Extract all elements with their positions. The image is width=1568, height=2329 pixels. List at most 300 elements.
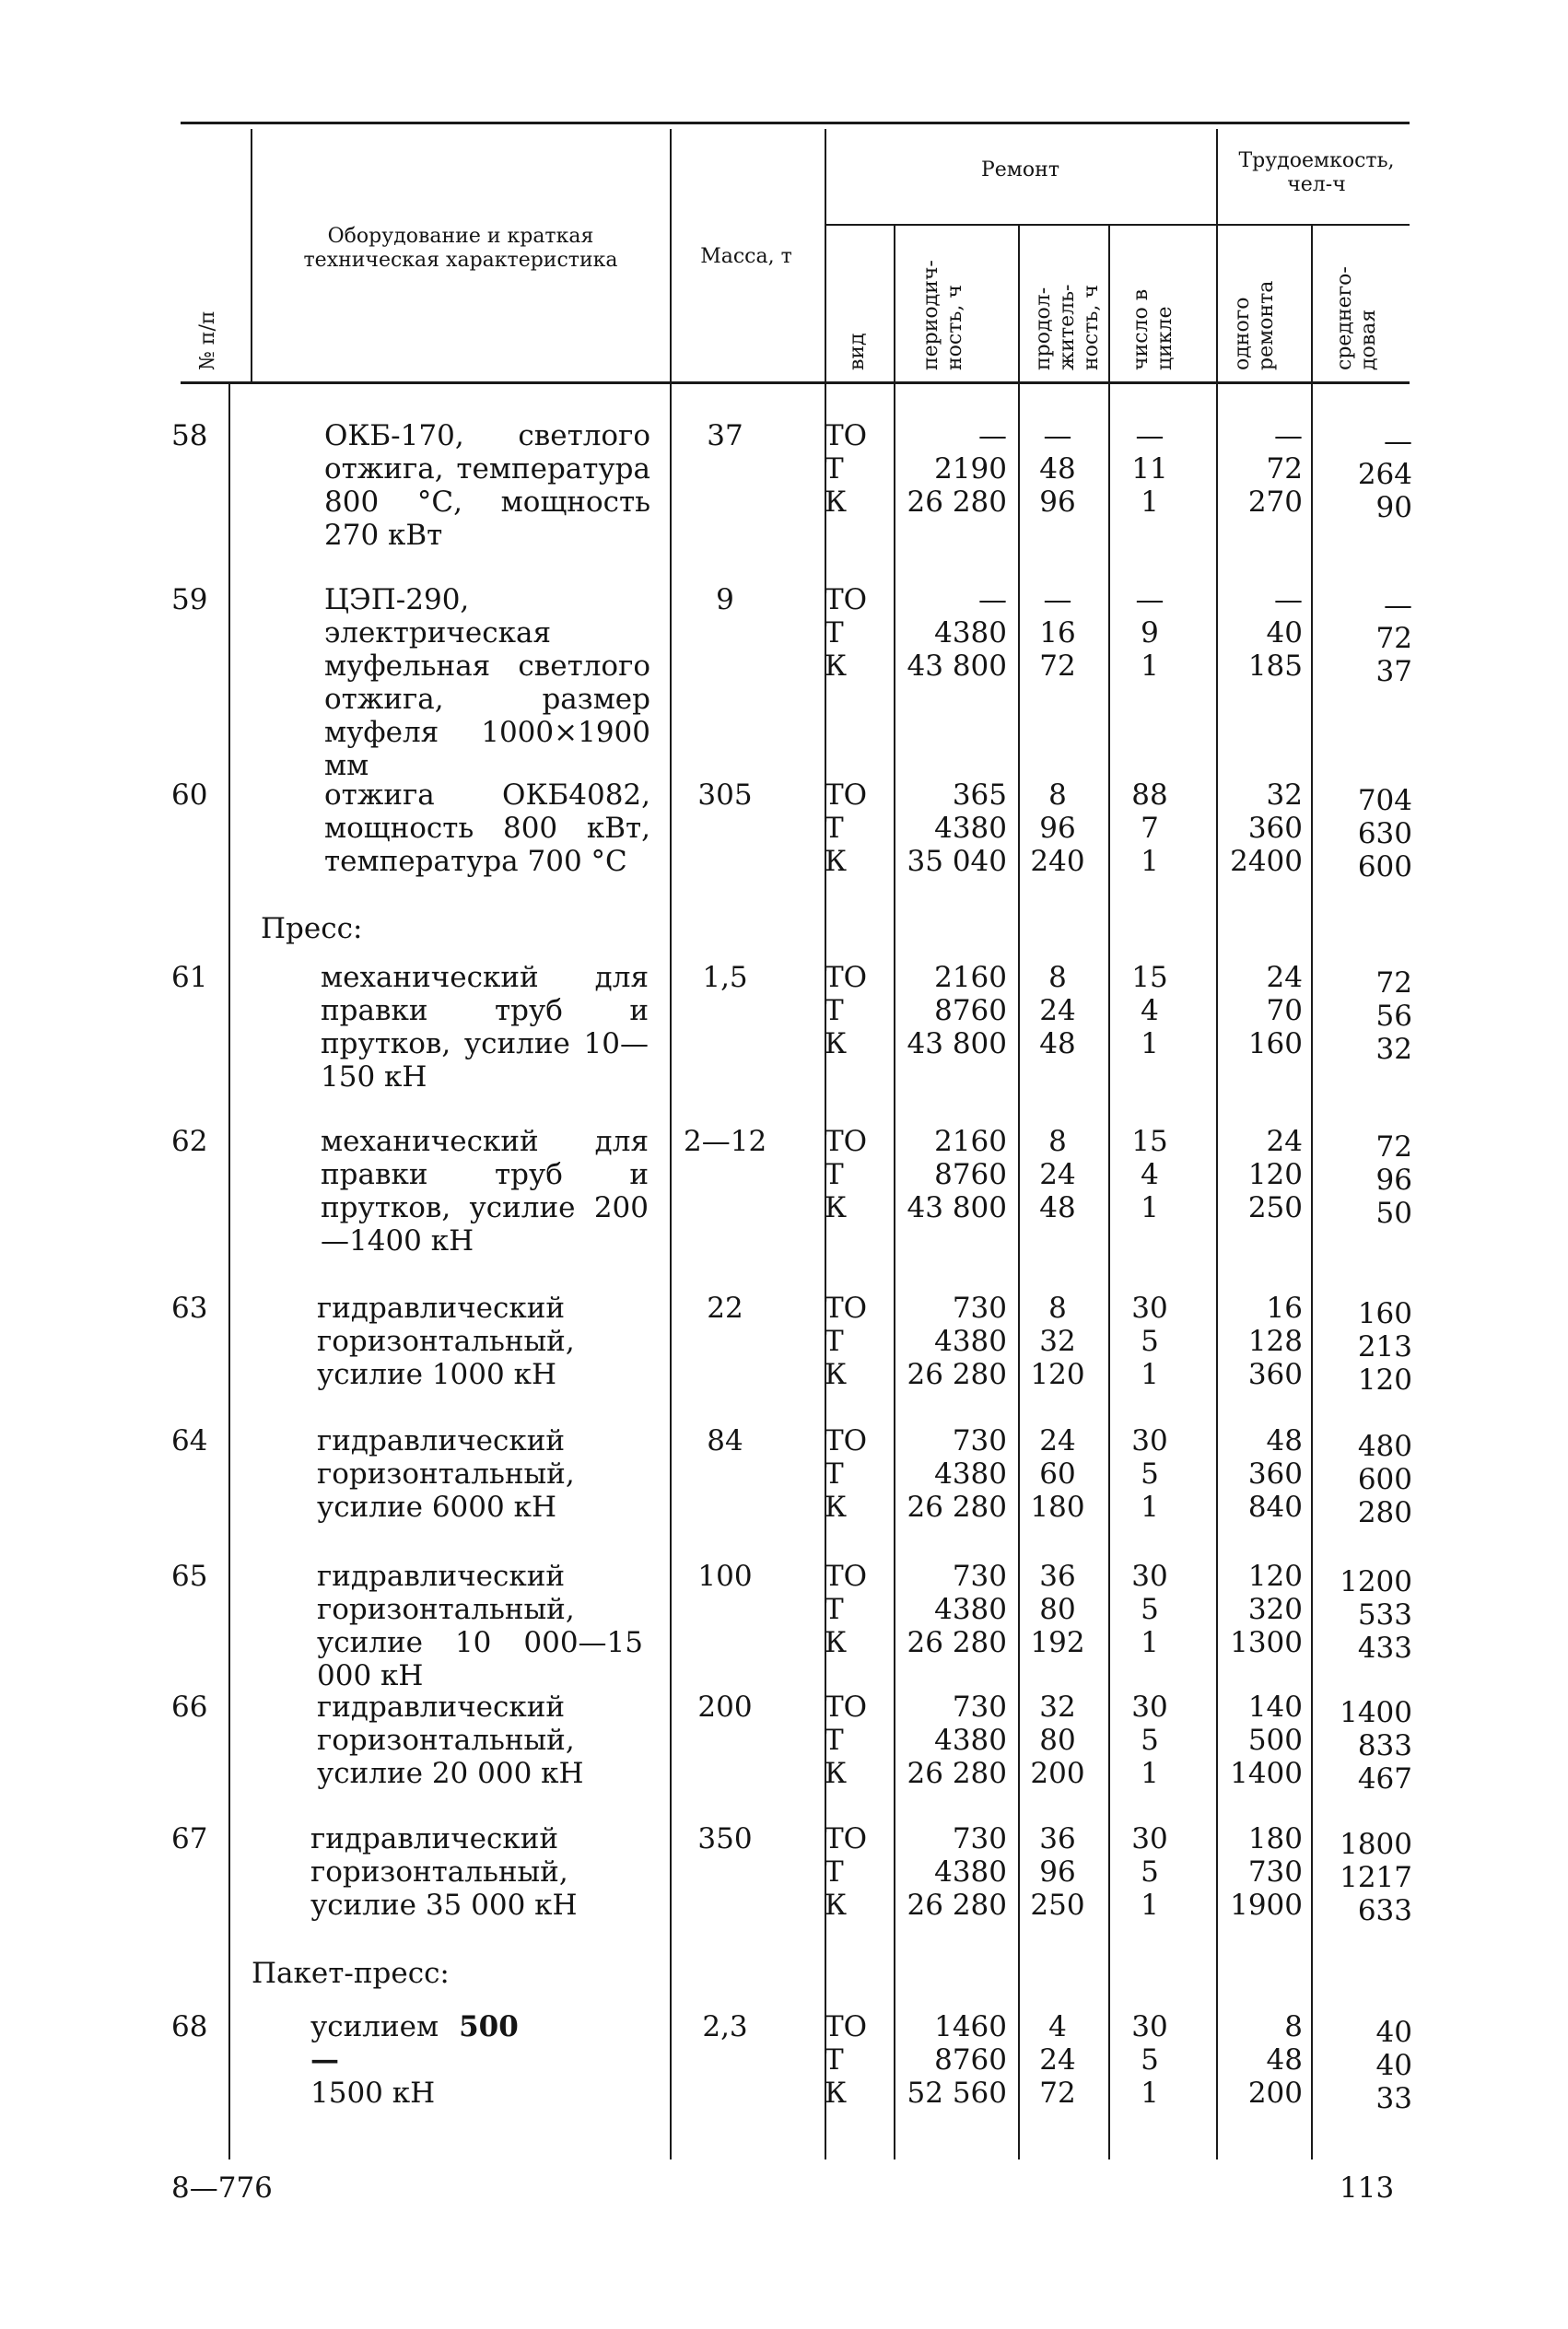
header-one-repair: одного ремонта (1231, 280, 1278, 370)
row-labor-one-value: 24 (1266, 1125, 1303, 1158)
row-number: 64 (171, 1424, 208, 1457)
row-labor-one-value: 160 (1247, 1027, 1303, 1060)
row-duration-value: 96 (1039, 486, 1076, 519)
row-period-value: 730 (952, 1292, 1007, 1325)
row-period-value: 1460 (934, 2010, 1007, 2043)
row-labor-one-value: 360 (1247, 812, 1303, 845)
row-duration-value: 192 (1030, 1626, 1085, 1659)
row-repair-type-value: К (825, 1358, 847, 1391)
row-period (889, 1822, 1007, 1922)
row-repair-type-value: К (825, 486, 847, 519)
row-labor-one-value: 140 (1247, 1691, 1303, 1724)
row-duration-value: 32 (1039, 1325, 1076, 1358)
row-mass: 1,5 (702, 961, 748, 994)
row-labor-avg-value: 704 (1357, 784, 1412, 817)
row-duration-value: 96 (1039, 812, 1076, 845)
header-labor: Трудоемкость, чел-ч (1238, 149, 1395, 196)
row-period-value: 365 (952, 778, 1007, 812)
row-labor-one-value: 320 (1247, 1593, 1303, 1626)
row-period-value: 730 (952, 1560, 1007, 1593)
col-divider-5 (1018, 224, 1020, 2159)
row-count-value: 30 (1131, 1822, 1168, 1855)
row-duration-value: 180 (1030, 1491, 1085, 1524)
row-labor-one-value: 70 (1266, 994, 1303, 1027)
row-labor-avg-value: 37 (1375, 655, 1412, 688)
row-repair-type-value: ТО (825, 2010, 868, 2043)
row-labor-avg-value: 33 (1375, 2082, 1412, 2115)
row-period (889, 419, 1007, 519)
row-repair-type-value: ТО (825, 1822, 868, 1855)
row-period (889, 1691, 1007, 1790)
row-labor-avg-value: 467 (1357, 1762, 1412, 1796)
row-period-value: — (978, 583, 1007, 616)
table-top-rule (181, 122, 1410, 124)
row-duration-value: 24 (1039, 1424, 1076, 1457)
row-description: механический для правки труб и прутков, усилие 200—1400 кН (321, 1125, 649, 1258)
row-count-value: 15 (1131, 961, 1168, 994)
row-count (1113, 583, 1187, 683)
row-count-value: 1 (1141, 1491, 1159, 1524)
row-description: ОКБ-170, светлого отжига, температура 800 °С, мощность 270 кВт (324, 419, 650, 552)
row-count-value: 1 (1141, 1358, 1159, 1391)
row-labor-avg-value: — (1384, 589, 1412, 622)
row-period-value: 26 280 (907, 1889, 1007, 1922)
row-mass: 350 (697, 1822, 753, 1855)
row-duration-value: 240 (1030, 845, 1085, 878)
row-count (1113, 1424, 1187, 1524)
row-repair-type-value: К (825, 1027, 847, 1060)
row-period-value: 730 (952, 1424, 1007, 1457)
row-count-value: 1 (1141, 2077, 1159, 2110)
row-labor-avg-value: 56 (1375, 1000, 1412, 1033)
row-description: гидравлический горизонтальный, усилие 10 000—15 000 кН (317, 1560, 643, 1692)
row-labor-avg-value: 280 (1357, 1496, 1412, 1529)
row-duration (1021, 1125, 1094, 1224)
row-period-value: 4380 (934, 616, 1007, 650)
row-labor-one-value: 180 (1247, 1822, 1303, 1855)
row-repair-type-value: К (825, 1757, 847, 1790)
row-duration-value: 250 (1030, 1889, 1085, 1922)
row-number: 63 (171, 1292, 208, 1325)
row-labor-one-value: 40 (1266, 616, 1303, 650)
row-description: отжига ОКБ4082, мощность 800 кВт, температура 700 °С (324, 778, 650, 878)
row-number: 60 (171, 778, 208, 812)
row-repair-type-value: К (825, 650, 847, 683)
row-period-value: 8760 (934, 2043, 1007, 2077)
row-labor-avg-value: 96 (1375, 1164, 1412, 1197)
row-mass: 37 (707, 419, 743, 452)
row-labor-avg-value: 40 (1375, 2049, 1412, 2082)
row-labor-avg-value: 433 (1357, 1632, 1412, 1665)
row-period-value: 2160 (934, 961, 1007, 994)
row-repair-type (825, 778, 867, 878)
row-count-value: 1 (1141, 1191, 1159, 1224)
row-labor-one-value: 32 (1266, 778, 1303, 812)
row-mass: 9 (716, 583, 734, 616)
row-labor-avg-value: 1200 (1340, 1565, 1412, 1598)
row-labor-avg (1327, 966, 1412, 1066)
row-labor-avg-value: 264 (1357, 458, 1412, 491)
row-labor-avg-value: 160 (1357, 1297, 1412, 1330)
row-duration-value: 36 (1039, 1560, 1076, 1593)
row-duration-value: 72 (1039, 650, 1076, 683)
row-repair-type-value: Т (825, 1855, 844, 1889)
row-labor-avg (1327, 589, 1412, 688)
row-labor-one (1209, 1125, 1303, 1224)
group-label-packet-press: Пакет-пресс: (252, 1957, 450, 1990)
row-description: механический для правки труб и прутков, усилие 10—150 кН (321, 961, 649, 1094)
row-description-part: усилием (310, 2010, 439, 2043)
row-labor-avg (1327, 1565, 1412, 1665)
row-duration (1021, 1822, 1094, 1922)
row-duration (1021, 1292, 1094, 1391)
row-repair-type-value: К (825, 2077, 847, 2110)
row-labor-avg-value: 480 (1357, 1430, 1412, 1463)
col-divider-8 (1311, 224, 1313, 2159)
row-duration-value: 60 (1039, 1457, 1076, 1491)
row-period (889, 961, 1007, 1060)
row-labor-avg-value: 40 (1375, 2016, 1412, 2049)
row-labor-one (1209, 583, 1303, 683)
row-count-value: 1 (1141, 650, 1159, 683)
row-number: 61 (171, 961, 208, 994)
header-no: № п/п (196, 310, 219, 370)
row-labor-one-value: 16 (1266, 1292, 1303, 1325)
row-labor-one-value: 48 (1266, 2043, 1303, 2077)
col-divider-1b (228, 381, 230, 2159)
row-count-value: 5 (1141, 1593, 1159, 1626)
row-description: гидравлический горизонтальный, усилие 20 000 кН (317, 1691, 584, 1790)
row-duration-value: 200 (1030, 1757, 1085, 1790)
row-labor-one-value: 360 (1247, 1358, 1303, 1391)
row-labor-avg-value: 630 (1357, 817, 1412, 850)
row-period-value: 4380 (934, 1593, 1007, 1626)
row-duration-value: 36 (1039, 1822, 1076, 1855)
row-duration-value: 8 (1048, 961, 1067, 994)
row-repair-type-value: ТО (825, 1560, 868, 1593)
row-period-value: 43 800 (907, 650, 1007, 683)
row-labor-avg-value: 1800 (1340, 1828, 1412, 1861)
row-count (1113, 1292, 1187, 1391)
row-mass: 100 (697, 1560, 753, 1593)
row-count (1113, 778, 1187, 878)
row-labor-avg (1327, 1828, 1412, 1927)
row-duration (1021, 961, 1094, 1060)
row-labor-one-value: 1900 (1230, 1889, 1303, 1922)
row-labor-one-value: 72 (1266, 452, 1303, 486)
row-repair-type-value: К (825, 1191, 847, 1224)
row-period-value: 2160 (934, 1125, 1007, 1158)
row-duration (1021, 1424, 1094, 1524)
row-number: 65 (171, 1560, 208, 1593)
row-labor-avg (1327, 1297, 1412, 1397)
row-period-value: 2190 (934, 452, 1007, 486)
row-repair-type (825, 1292, 867, 1391)
row-duration-value: 48 (1039, 452, 1076, 486)
row-labor-avg-value: 533 (1357, 1598, 1412, 1632)
row-labor-avg-value: 72 (1375, 622, 1412, 655)
row-count (1113, 419, 1187, 519)
row-labor-avg-value: 213 (1357, 1330, 1412, 1363)
row-labor-one-value: 730 (1247, 1855, 1303, 1889)
row-labor-avg (1327, 425, 1412, 524)
row-duration-value: 80 (1039, 1593, 1076, 1626)
row-repair-type-value: Т (825, 1325, 844, 1358)
row-count-value: 88 (1131, 778, 1168, 812)
row-number: 59 (171, 583, 208, 616)
row-labor-one-value: 1400 (1230, 1757, 1303, 1790)
row-number: 68 (171, 2010, 208, 2043)
row-count-value: 1 (1141, 1626, 1159, 1659)
row-repair-type-value: ТО (825, 1125, 868, 1158)
header-mass: Масса, т (700, 245, 792, 268)
row-duration-value: 8 (1048, 778, 1067, 812)
row-repair-type-value: К (825, 845, 847, 878)
row-count-value: — (1135, 583, 1164, 616)
row-period-value: 26 280 (907, 1491, 1007, 1524)
row-count-value: 1 (1141, 1757, 1159, 1790)
row-duration-value: 72 (1039, 2077, 1076, 2110)
col-divider-1 (251, 129, 252, 381)
row-period (889, 583, 1007, 683)
row-labor-one-value: 270 (1247, 486, 1303, 519)
row-period-value: 43 800 (907, 1027, 1007, 1060)
row-labor-avg-value: 1217 (1340, 1861, 1412, 1894)
row-repair-type-value: ТО (825, 1292, 868, 1325)
col-divider-6 (1108, 224, 1110, 2159)
row-labor-avg-value: — (1384, 425, 1412, 458)
row-duration-value: 24 (1039, 2043, 1076, 2077)
row-labor-one-value: 185 (1247, 650, 1303, 683)
row-repair-type-value: К (825, 1626, 847, 1659)
row-labor-avg-value: 600 (1357, 1463, 1412, 1496)
row-labor-one (1209, 419, 1303, 519)
row-mass: 305 (697, 778, 753, 812)
row-period-value: 26 280 (907, 1626, 1007, 1659)
row-period-value: — (978, 419, 1007, 452)
row-labor-one-value: 500 (1247, 1724, 1303, 1757)
row-period-value: 4380 (934, 1325, 1007, 1358)
row-labor-one (1209, 1691, 1303, 1790)
row-labor-avg-value: 833 (1357, 1729, 1412, 1762)
row-labor-one (1209, 1560, 1303, 1659)
row-period-value: 8760 (934, 994, 1007, 1027)
row-labor-avg-value: 72 (1375, 1130, 1412, 1164)
row-duration-value: 96 (1039, 1855, 1076, 1889)
row-mass: 22 (707, 1292, 743, 1325)
row-labor-one-value: 250 (1247, 1191, 1303, 1224)
row-repair-type-value: ТО (825, 778, 868, 812)
row-repair-type (825, 961, 867, 1060)
row-period-value: 4380 (934, 812, 1007, 845)
row-count-value: 11 (1131, 452, 1168, 486)
row-labor-one-value: — (1274, 583, 1303, 616)
row-duration-value: 16 (1039, 616, 1076, 650)
row-repair-type-value: Т (825, 994, 844, 1027)
row-repair-type (825, 583, 867, 683)
row-labor-avg-value: 633 (1357, 1894, 1412, 1927)
row-count-value: 1 (1141, 845, 1159, 878)
row-duration-value: 48 (1039, 1191, 1076, 1224)
row-description: гидравлический горизонтальный, усилие 1000 кН (317, 1292, 575, 1391)
row-labor-one-value: — (1274, 419, 1303, 452)
row-duration-value: 32 (1039, 1691, 1076, 1724)
row-duration-value: — (1043, 419, 1072, 452)
row-labor-avg-value: 32 (1375, 1033, 1412, 1066)
row-mass: 84 (707, 1424, 743, 1457)
row-period-value: 8760 (934, 1158, 1007, 1191)
row-duration-value: 80 (1039, 1724, 1076, 1757)
header-count: число в цикле (1129, 288, 1176, 370)
row-labor-one-value: 120 (1247, 1158, 1303, 1191)
row-description: ЦЭП-290, электрическая муфельная светлого отжига, размер муфеля 1000×1900 мм (324, 583, 650, 782)
row-duration-value: 8 (1048, 1292, 1067, 1325)
row-count-value: 5 (1141, 1724, 1159, 1757)
row-labor-one (1209, 2010, 1303, 2110)
row-count-value: — (1135, 419, 1164, 452)
row-number: 58 (171, 419, 208, 452)
row-labor-avg (1327, 2016, 1412, 2115)
row-labor-avg-value: 600 (1357, 850, 1412, 884)
row-count (1113, 1822, 1187, 1922)
row-period-value: 52 560 (907, 2077, 1007, 2110)
row-labor-one-value: 1300 (1230, 1626, 1303, 1659)
row-period-value: 43 800 (907, 1191, 1007, 1224)
row-period-value: 730 (952, 1691, 1007, 1724)
row-count-value: 30 (1131, 1560, 1168, 1593)
row-count-value: 30 (1131, 1292, 1168, 1325)
row-number: 62 (171, 1125, 208, 1158)
row-count-value: 30 (1131, 1424, 1168, 1457)
row-duration-value: 4 (1048, 2010, 1067, 2043)
row-mass: 2—12 (684, 1125, 767, 1158)
row-description-part: 1500 кН (310, 2077, 436, 2110)
row-duration (1021, 778, 1094, 878)
row-duration-value: 24 (1039, 1158, 1076, 1191)
row-mass: 200 (697, 1691, 753, 1724)
row-repair-type-value: Т (825, 2043, 844, 2077)
row-repair-type-value: Т (825, 1158, 844, 1191)
row-description: гидравлический горизонтальный, усилие 35 000 кН (310, 1822, 578, 1922)
row-period (889, 1125, 1007, 1224)
row-repair-type-value: ТО (825, 1424, 868, 1457)
col-divider-2 (670, 129, 672, 2159)
row-labor-one-value: 840 (1247, 1491, 1303, 1524)
header-bottom-rule (181, 381, 1410, 384)
row-period (889, 2010, 1007, 2110)
row-duration-value: 8 (1048, 1125, 1067, 1158)
row-count (1113, 2010, 1187, 2110)
row-repair-type (825, 1560, 867, 1659)
header-avg-year: среднего-довая (1333, 266, 1380, 370)
row-count-value: 4 (1141, 994, 1159, 1027)
row-period (889, 1292, 1007, 1391)
repair-subheader-rule (825, 224, 1410, 226)
row-period-value: 35 040 (907, 845, 1007, 878)
row-repair-type-value: Т (825, 616, 844, 650)
row-labor-avg (1327, 1430, 1412, 1529)
header-period: периодич-ность, ч (919, 260, 966, 370)
row-repair-type (825, 1822, 867, 1922)
row-count-value: 1 (1141, 1027, 1159, 1060)
row-duration-value: 48 (1039, 1027, 1076, 1060)
row-labor-avg (1327, 1130, 1412, 1230)
row-labor-one (1209, 778, 1303, 878)
row-period-value: 26 280 (907, 1358, 1007, 1391)
row-period-value: 4380 (934, 1457, 1007, 1491)
row-period (889, 778, 1007, 878)
row-labor-avg (1327, 784, 1412, 884)
header-repair: Ремонт (980, 158, 1059, 181)
row-labor-one (1209, 1292, 1303, 1391)
row-repair-type-value: К (825, 1491, 847, 1524)
row-period-value: 26 280 (907, 1757, 1007, 1790)
row-number: 66 (171, 1691, 208, 1724)
row-period-value: 730 (952, 1822, 1007, 1855)
row-count (1113, 961, 1187, 1060)
group-label-press: Пресс: (261, 912, 363, 945)
row-labor-one-value: 128 (1247, 1325, 1303, 1358)
row-labor-one-value: 24 (1266, 961, 1303, 994)
row-repair-type-value: К (825, 1889, 847, 1922)
row-repair-type (825, 2010, 867, 2110)
row-repair-type-value: Т (825, 1724, 844, 1757)
row-period-value: 26 280 (907, 486, 1007, 519)
header-equipment: Оборудование и краткая техническая характеристика (303, 225, 618, 272)
row-duration-value: 24 (1039, 994, 1076, 1027)
row-labor-avg-value: 90 (1375, 491, 1412, 524)
row-repair-type-value: Т (825, 452, 844, 486)
row-count-value: 30 (1131, 2010, 1168, 2043)
footer-page-number: 113 (1340, 2171, 1395, 2205)
row-repair-type-value: ТО (825, 583, 868, 616)
row-period-value: 4380 (934, 1855, 1007, 1889)
row-count-value: 1 (1141, 486, 1159, 519)
footer-signature: 8—776 (171, 2171, 273, 2205)
row-duration-value: 120 (1030, 1358, 1085, 1391)
row-mass: 2,3 (702, 2010, 748, 2043)
row-labor-one (1209, 1424, 1303, 1524)
row-labor-avg-value: 72 (1375, 966, 1412, 1000)
row-count-value: 5 (1141, 1457, 1159, 1491)
row-duration (1021, 2010, 1094, 2110)
row-count-value: 5 (1141, 1325, 1159, 1358)
row-labor-one (1209, 1822, 1303, 1922)
row-duration (1021, 1560, 1094, 1659)
row-repair-type-value: ТО (825, 1691, 868, 1724)
row-repair-type-value: Т (825, 812, 844, 845)
row-labor-one-value: 200 (1247, 2077, 1303, 2110)
row-repair-type (825, 1125, 867, 1224)
header-duration: продол-житель-ность, ч (1032, 284, 1103, 370)
row-labor-avg-value: 1400 (1340, 1696, 1412, 1729)
row-duration (1021, 583, 1094, 683)
row-count (1113, 1125, 1187, 1224)
row-duration (1021, 1691, 1094, 1790)
row-count-value: 5 (1141, 2043, 1159, 2077)
row-labor-one-value: 2400 (1230, 845, 1303, 878)
row-repair-type (825, 419, 867, 519)
row-count-value: 7 (1141, 812, 1159, 845)
row-count-value: 15 (1131, 1125, 1168, 1158)
row-labor-one-value: 8 (1284, 2010, 1303, 2043)
row-period (889, 1424, 1007, 1524)
row-period-value: 4380 (934, 1724, 1007, 1757)
row-description (310, 2010, 541, 2110)
row-count-value: 4 (1141, 1158, 1159, 1191)
row-labor-one-value: 360 (1247, 1457, 1303, 1491)
row-description: гидравлический горизонтальный, усилие 6000 кН (317, 1424, 575, 1524)
